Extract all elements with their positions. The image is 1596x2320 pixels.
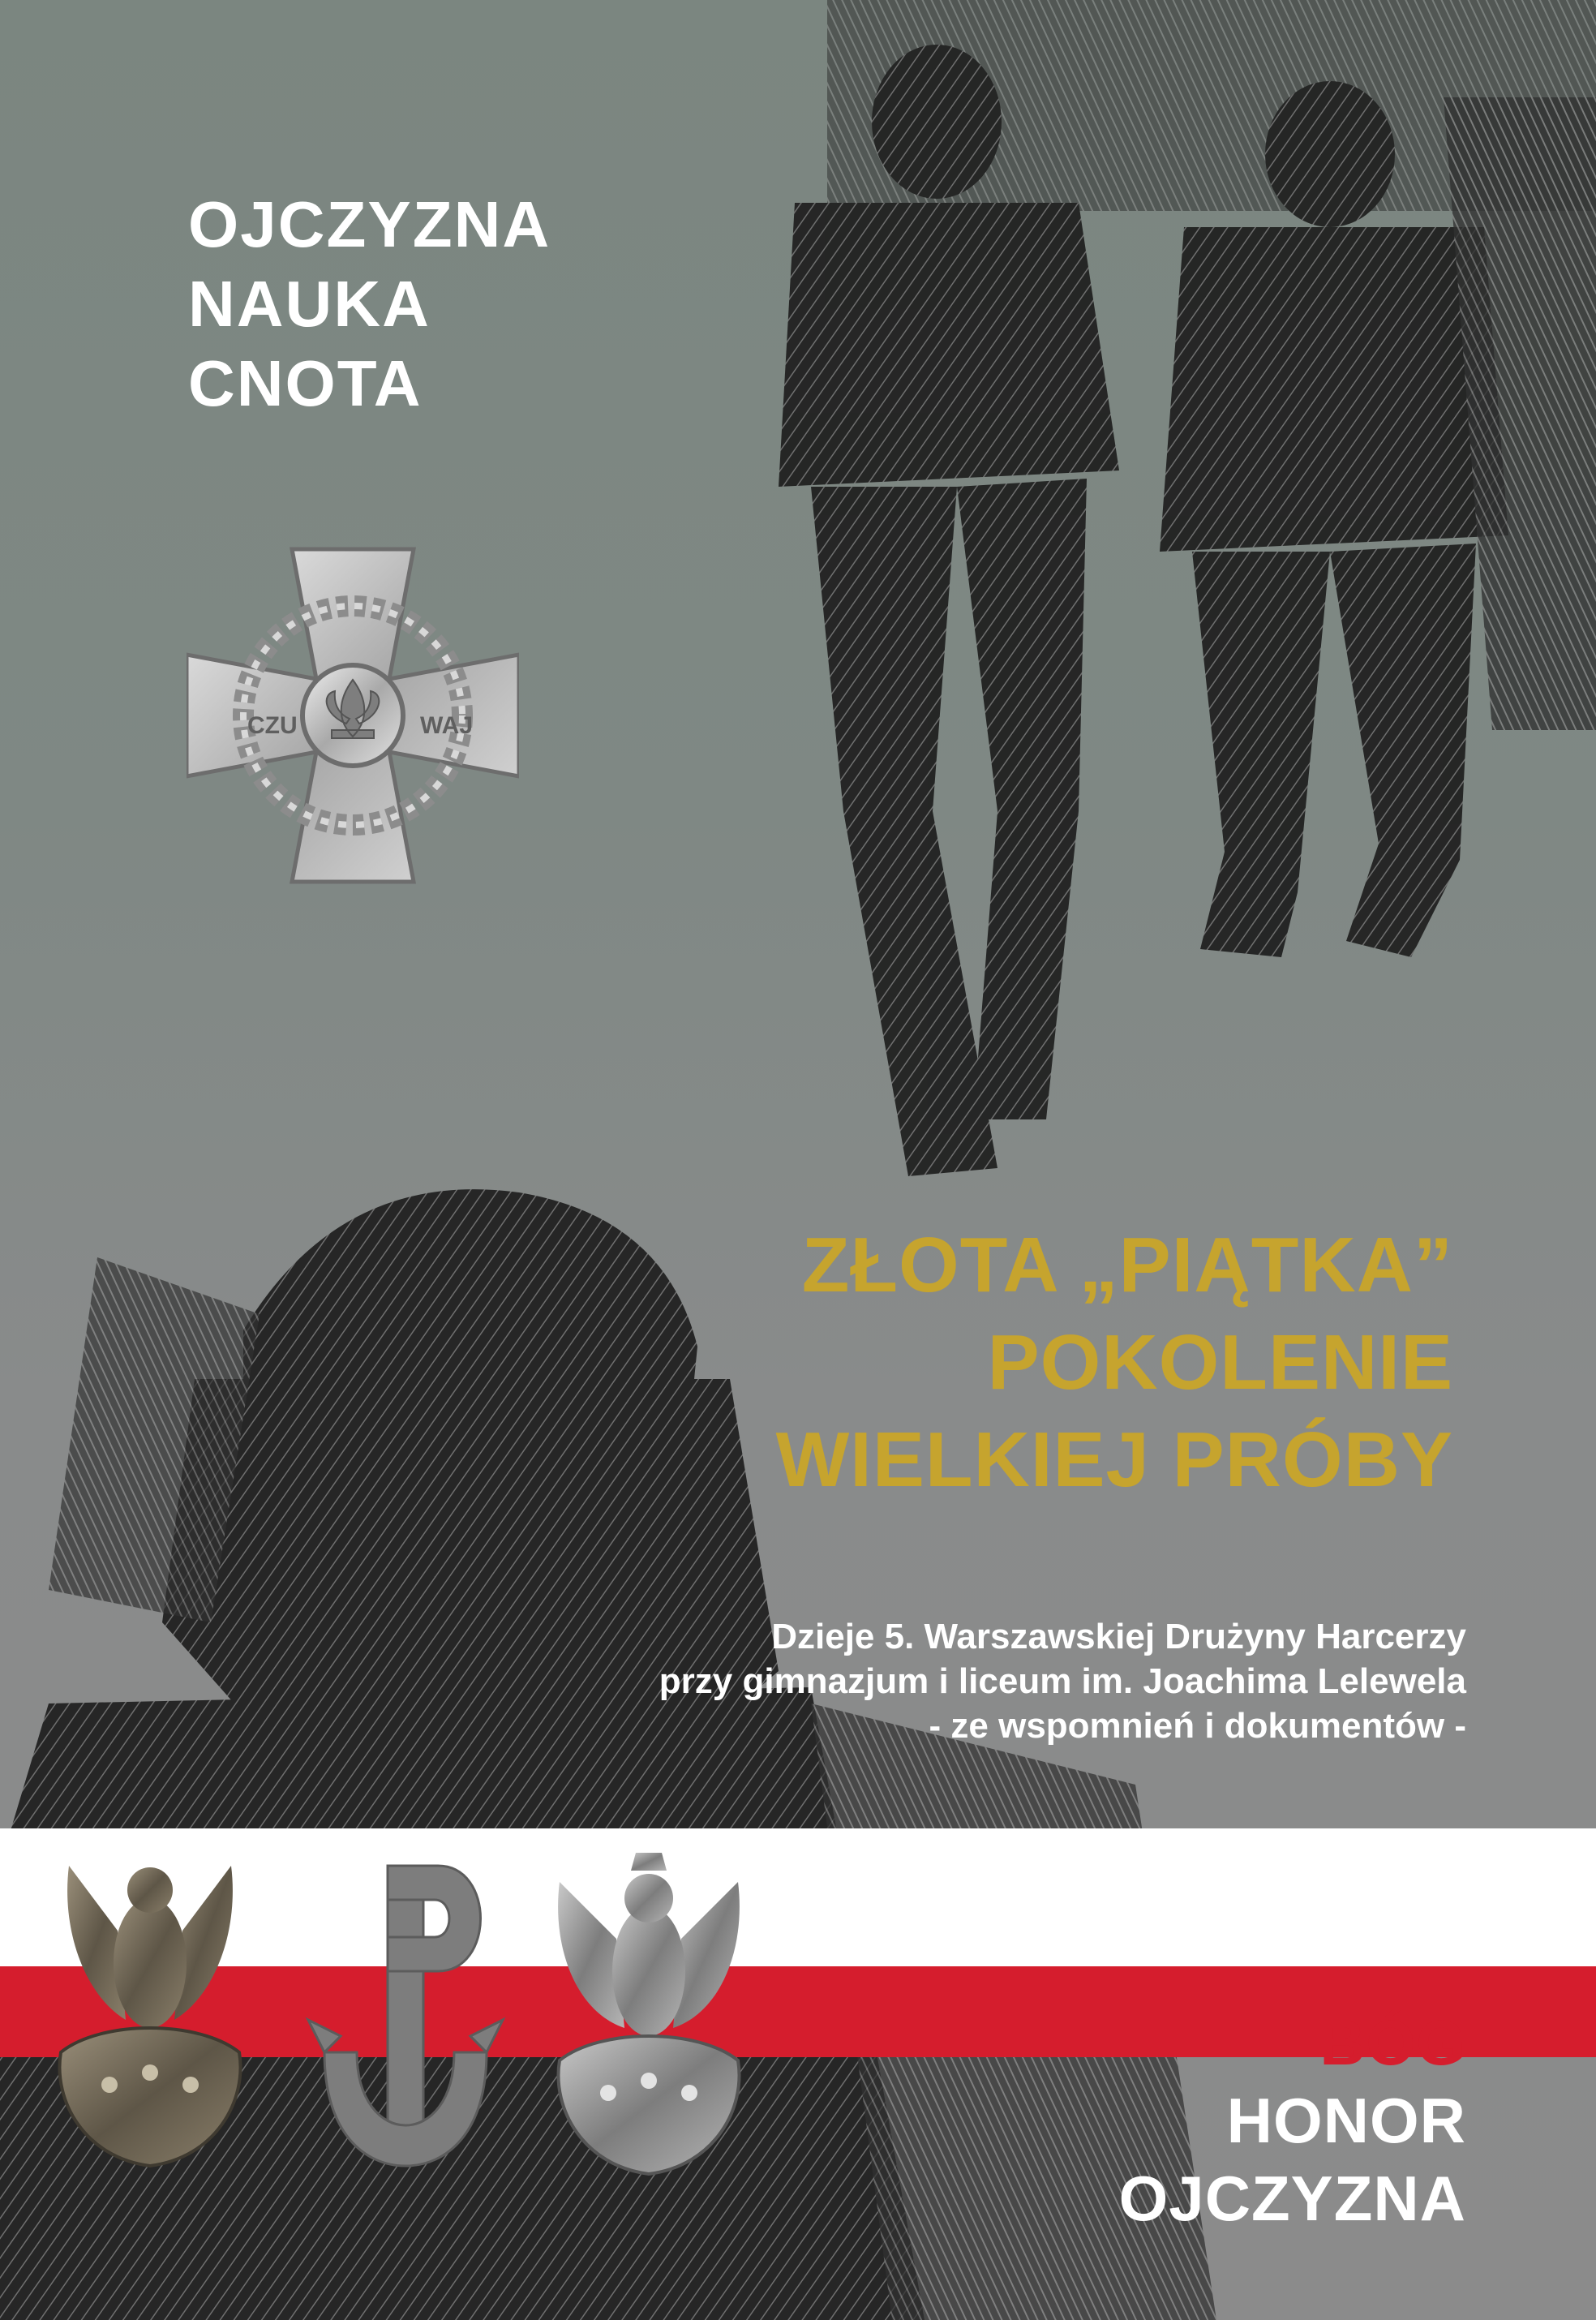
motto-bottom-line: HONOR xyxy=(1226,2085,1466,2156)
book-subtitle xyxy=(659,1614,1466,1748)
eagle-badge-icon xyxy=(59,1866,240,2166)
book-title xyxy=(776,1217,1453,1509)
motto-top xyxy=(188,185,551,423)
kotwica-icon xyxy=(308,1866,503,2166)
motto-bottom xyxy=(1119,2004,1466,2237)
cross-right-text: WAJ xyxy=(420,712,474,739)
motto-top-line: OJCZYZNA xyxy=(188,188,551,260)
title-line: ZŁOTA „PIĄTKA” xyxy=(801,1222,1453,1308)
title-line: POKOLENIE xyxy=(987,1319,1453,1406)
motto-bottom-line: OJCZYZNA xyxy=(1118,2163,1466,2234)
scouts-photo xyxy=(779,0,1596,1176)
subtitle-line: Dzieje 5. Warszawskiej Drużyny Harcerzy xyxy=(771,1617,1466,1656)
title-line: WIELKIEJ PRÓBY xyxy=(775,1416,1453,1503)
motto-bottom-line: BÓG xyxy=(1319,2007,1466,2078)
motto-top-line: CNOTA xyxy=(188,347,423,419)
cross-left-text: CZU xyxy=(247,712,298,739)
eagle-badge-icon xyxy=(558,1853,740,2174)
motto-top-line: NAUKA xyxy=(188,268,431,340)
subtitle-line: przy gimnazjum i liceum im. Joachima Lelewela xyxy=(659,1661,1466,1701)
subtitle-line: - ze wspomnień i dokumentów - xyxy=(929,1706,1466,1746)
scout-cross-icon xyxy=(187,545,519,886)
